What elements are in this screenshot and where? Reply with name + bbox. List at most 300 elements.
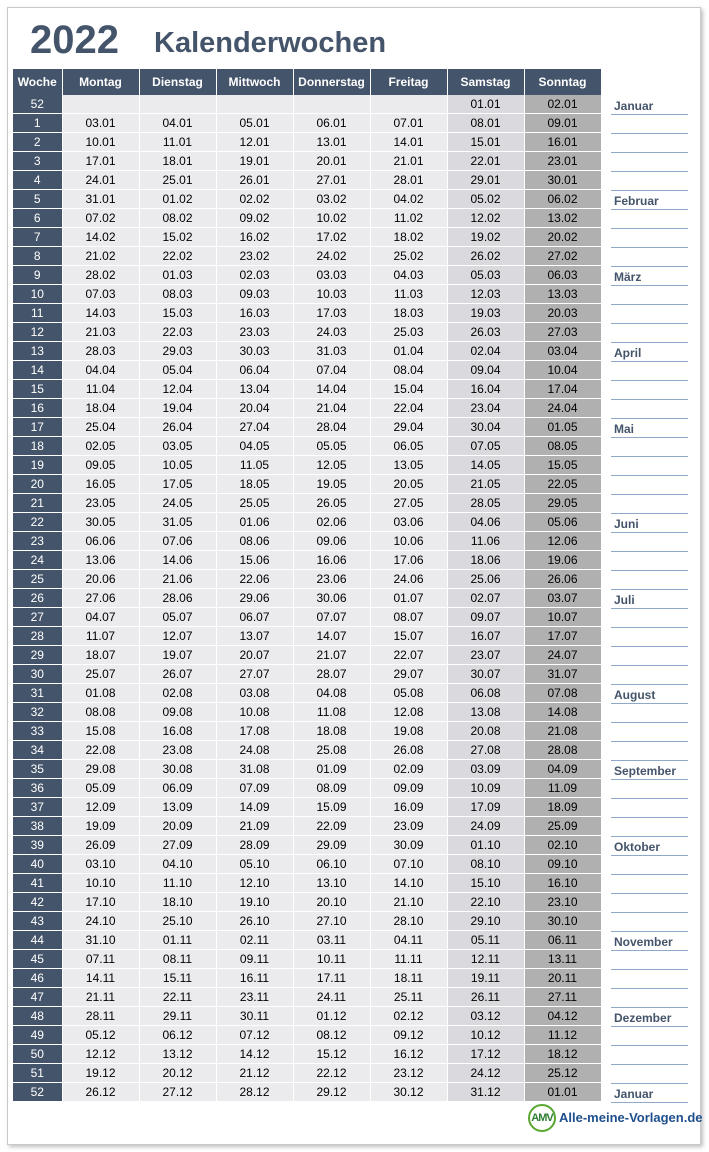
date-cell: 23.09 — [370, 817, 447, 836]
date-cell: 29.08 — [62, 760, 139, 779]
note-line — [611, 743, 688, 761]
date-cell: 29.01 — [447, 171, 524, 190]
date-cell: 15.09 — [293, 798, 370, 817]
date-cell: 30.01 — [524, 171, 601, 190]
date-cell: 08.12 — [293, 1026, 370, 1045]
date-cell: 19.02 — [447, 228, 524, 247]
date-cell: 17.11 — [293, 969, 370, 988]
date-cell: 15.08 — [62, 722, 139, 741]
date-cell: 15.03 — [139, 304, 216, 323]
date-cell: 06.01 — [293, 114, 370, 133]
date-cell: 26.12 — [62, 1083, 139, 1102]
month-label: Mai — [611, 420, 688, 438]
week-number-cell: 29 — [13, 646, 62, 665]
date-cell: 22.04 — [370, 399, 447, 418]
date-cell: 25.08 — [293, 741, 370, 760]
date-cell: 08.05 — [524, 437, 601, 456]
note-line — [611, 667, 688, 685]
date-cell: 25.04 — [62, 418, 139, 437]
week-number-cell: 25 — [13, 570, 62, 589]
table-row — [13, 323, 601, 342]
date-cell: 02.01 — [524, 95, 601, 114]
table-row — [13, 399, 601, 418]
date-cell: 07.04 — [293, 361, 370, 380]
date-cell: 10.05 — [139, 456, 216, 475]
date-cell: 18.04 — [62, 399, 139, 418]
month-label: April — [611, 344, 688, 362]
date-cell: 16.07 — [447, 627, 524, 646]
date-cell: 19.07 — [139, 646, 216, 665]
week-number-cell: 2 — [13, 133, 62, 152]
date-cell: 05.02 — [447, 190, 524, 209]
date-cell: 12.07 — [139, 627, 216, 646]
date-cell: 12.06 — [524, 532, 601, 551]
date-cell: 01.06 — [216, 513, 293, 532]
date-cell: 28.01 — [370, 171, 447, 190]
date-cell: 18.10 — [139, 893, 216, 912]
date-cell: 22.11 — [139, 988, 216, 1007]
date-cell: 15.06 — [216, 551, 293, 570]
date-cell: 26.06 — [524, 570, 601, 589]
week-number-cell: 15 — [13, 380, 62, 399]
date-cell — [216, 95, 293, 114]
date-cell: 20.08 — [447, 722, 524, 741]
logo-mark-icon: AMV — [528, 1104, 556, 1132]
date-cell: 30.03 — [216, 342, 293, 361]
date-cell: 06.02 — [524, 190, 601, 209]
date-cell: 11.03 — [370, 285, 447, 304]
date-cell: 25.10 — [139, 912, 216, 931]
week-number-cell: 49 — [13, 1026, 62, 1045]
date-cell: 24.11 — [293, 988, 370, 1007]
date-cell: 05.01 — [216, 114, 293, 133]
table-row — [13, 969, 601, 988]
date-cell: 18.09 — [524, 798, 601, 817]
date-cell: 19.04 — [139, 399, 216, 418]
note-line — [611, 800, 688, 818]
date-cell: 27.02 — [524, 247, 601, 266]
date-cell: 18.07 — [62, 646, 139, 665]
week-number-cell: 40 — [13, 855, 62, 874]
date-cell: 13.11 — [524, 950, 601, 969]
note-line — [611, 629, 688, 647]
date-cell: 13.04 — [216, 380, 293, 399]
date-cell: 11.09 — [524, 779, 601, 798]
week-number-cell: 52 — [13, 95, 62, 114]
week-number-cell: 22 — [13, 513, 62, 532]
date-cell: 30.11 — [216, 1007, 293, 1026]
date-cell: 18.12 — [524, 1045, 601, 1064]
date-cell — [370, 95, 447, 114]
date-cell: 17.01 — [62, 152, 139, 171]
date-cell: 23.07 — [447, 646, 524, 665]
note-line — [611, 439, 688, 457]
date-cell: 20.12 — [139, 1064, 216, 1083]
date-cell: 13.12 — [139, 1045, 216, 1064]
date-cell: 05.03 — [447, 266, 524, 285]
date-cell: 20.04 — [216, 399, 293, 418]
date-cell: 28.12 — [216, 1083, 293, 1102]
date-cell: 19.05 — [293, 475, 370, 494]
date-cell: 08.04 — [370, 361, 447, 380]
date-cell: 02.11 — [216, 931, 293, 950]
date-cell: 05.07 — [139, 608, 216, 627]
date-cell: 01.09 — [293, 760, 370, 779]
date-cell: 09.12 — [370, 1026, 447, 1045]
date-cell: 15.07 — [370, 627, 447, 646]
week-number-cell: 52 — [13, 1083, 62, 1102]
note-line — [611, 952, 688, 970]
table-row — [13, 855, 601, 874]
date-cell: 05.05 — [293, 437, 370, 456]
date-cell: 22.05 — [524, 475, 601, 494]
date-cell: 17.07 — [524, 627, 601, 646]
table-row — [13, 570, 601, 589]
date-cell: 04.10 — [139, 855, 216, 874]
table-row — [13, 931, 601, 950]
date-cell: 23.10 — [524, 893, 601, 912]
date-cell: 31.08 — [216, 760, 293, 779]
date-cell: 27.11 — [524, 988, 601, 1007]
date-cell: 28.08 — [524, 741, 601, 760]
date-cell: 08.08 — [62, 703, 139, 722]
week-number-cell: 21 — [13, 494, 62, 513]
date-cell: 16.10 — [524, 874, 601, 893]
table-row — [13, 114, 601, 133]
date-cell: 11.12 — [524, 1026, 601, 1045]
date-cell: 19.11 — [447, 969, 524, 988]
date-cell: 12.08 — [370, 703, 447, 722]
date-cell: 04.02 — [370, 190, 447, 209]
date-cell: 08.07 — [370, 608, 447, 627]
date-cell: 21.04 — [293, 399, 370, 418]
date-cell: 01.07 — [370, 589, 447, 608]
date-cell: 10.12 — [447, 1026, 524, 1045]
table-row — [13, 760, 601, 779]
date-cell: 03.08 — [216, 684, 293, 703]
date-cell: 05.12 — [62, 1026, 139, 1045]
note-line — [611, 1047, 688, 1065]
table-header-row — [13, 69, 601, 95]
date-cell: 03.01 — [62, 114, 139, 133]
month-label: Januar — [611, 1085, 688, 1103]
month-label: Juni — [611, 515, 688, 533]
date-cell: 26.01 — [216, 171, 293, 190]
table-row — [13, 817, 601, 836]
date-cell: 31.10 — [62, 931, 139, 950]
week-number-cell: 18 — [13, 437, 62, 456]
date-cell: 22.02 — [139, 247, 216, 266]
note-line — [611, 382, 688, 400]
date-cell: 14.09 — [216, 798, 293, 817]
date-cell: 05.10 — [216, 855, 293, 874]
date-cell: 04.08 — [293, 684, 370, 703]
date-cell: 13.10 — [293, 874, 370, 893]
date-cell: 26.03 — [447, 323, 524, 342]
note-line — [611, 610, 688, 628]
week-number-cell: 13 — [13, 342, 62, 361]
table-row — [13, 874, 601, 893]
month-label: Februar — [611, 192, 688, 210]
week-number-cell: 51 — [13, 1064, 62, 1083]
date-cell: 26.05 — [293, 494, 370, 513]
note-line — [611, 287, 688, 305]
date-cell: 11.07 — [62, 627, 139, 646]
column-header-day: Donnerstag — [293, 69, 370, 95]
table-row — [13, 665, 601, 684]
date-cell: 19.03 — [447, 304, 524, 323]
date-cell: 06.07 — [216, 608, 293, 627]
date-cell: 22.03 — [139, 323, 216, 342]
date-cell: 14.07 — [293, 627, 370, 646]
week-number-cell: 42 — [13, 893, 62, 912]
week-number-cell: 37 — [13, 798, 62, 817]
table-row — [13, 342, 601, 361]
note-line — [611, 135, 688, 153]
date-cell: 28.09 — [216, 836, 293, 855]
date-cell: 28.10 — [370, 912, 447, 931]
date-cell: 08.09 — [293, 779, 370, 798]
date-cell: 24.08 — [216, 741, 293, 760]
date-cell: 02.08 — [139, 684, 216, 703]
date-cell: 28.02 — [62, 266, 139, 285]
table-row — [13, 627, 601, 646]
date-cell: 02.09 — [370, 760, 447, 779]
date-cell: 07.02 — [62, 209, 139, 228]
table-row — [13, 209, 601, 228]
date-cell: 11.02 — [370, 209, 447, 228]
date-cell: 02.10 — [524, 836, 601, 855]
date-cell: 10.11 — [293, 950, 370, 969]
date-cell: 29.11 — [139, 1007, 216, 1026]
week-number-cell: 46 — [13, 969, 62, 988]
week-number-cell: 11 — [13, 304, 62, 323]
date-cell: 27.01 — [293, 171, 370, 190]
date-cell — [139, 95, 216, 114]
table-row — [13, 1045, 601, 1064]
date-cell: 03.09 — [447, 760, 524, 779]
date-cell: 16.08 — [139, 722, 216, 741]
table-row — [13, 1007, 601, 1026]
date-cell: 22.08 — [62, 741, 139, 760]
date-cell: 22.10 — [447, 893, 524, 912]
date-cell: 17.04 — [524, 380, 601, 399]
date-cell: 14.10 — [370, 874, 447, 893]
date-cell: 08.06 — [216, 532, 293, 551]
date-cell: 14.05 — [447, 456, 524, 475]
date-cell: 22.01 — [447, 152, 524, 171]
date-cell: 24.05 — [139, 494, 216, 513]
table-row — [13, 684, 601, 703]
month-label: März — [611, 268, 688, 286]
title-year: 2022 — [30, 18, 119, 62]
date-cell: 17.08 — [216, 722, 293, 741]
table-row — [13, 912, 601, 931]
table-row — [13, 266, 601, 285]
date-cell: 08.03 — [139, 285, 216, 304]
date-cell: 16.04 — [447, 380, 524, 399]
date-cell: 19.08 — [370, 722, 447, 741]
week-number-cell: 1 — [13, 114, 62, 133]
date-cell: 29.04 — [370, 418, 447, 437]
date-cell: 14.01 — [370, 133, 447, 152]
date-cell: 08.01 — [447, 114, 524, 133]
date-cell: 20.11 — [524, 969, 601, 988]
date-cell: 17.02 — [293, 228, 370, 247]
week-number-cell: 3 — [13, 152, 62, 171]
date-cell: 06.12 — [139, 1026, 216, 1045]
date-cell: 18.06 — [447, 551, 524, 570]
week-number-cell: 30 — [13, 665, 62, 684]
date-cell: 25.12 — [524, 1064, 601, 1083]
date-cell: 06.03 — [524, 266, 601, 285]
note-line — [611, 325, 688, 343]
note-line — [611, 401, 688, 419]
date-cell: 12.03 — [447, 285, 524, 304]
note-line — [611, 154, 688, 172]
week-number-cell: 43 — [13, 912, 62, 931]
date-cell: 15.01 — [447, 133, 524, 152]
week-number-cell: 44 — [13, 931, 62, 950]
date-cell: 11.10 — [139, 874, 216, 893]
date-cell: 23.11 — [216, 988, 293, 1007]
date-cell: 25.07 — [62, 665, 139, 684]
date-cell: 10.01 — [62, 133, 139, 152]
date-cell: 21.08 — [524, 722, 601, 741]
date-cell: 09.09 — [370, 779, 447, 798]
table-row — [13, 380, 601, 399]
date-cell: 10.06 — [370, 532, 447, 551]
date-cell: 25.06 — [447, 570, 524, 589]
note-line — [611, 116, 688, 134]
date-cell: 13.09 — [139, 798, 216, 817]
week-number-cell: 12 — [13, 323, 62, 342]
date-cell: 17.09 — [447, 798, 524, 817]
note-line — [611, 363, 688, 381]
date-cell: 03.04 — [524, 342, 601, 361]
date-cell: 30.04 — [447, 418, 524, 437]
date-cell: 31.03 — [293, 342, 370, 361]
date-cell: 02.02 — [216, 190, 293, 209]
date-cell: 17.12 — [447, 1045, 524, 1064]
week-number-cell: 36 — [13, 779, 62, 798]
date-cell: 19.09 — [62, 817, 139, 836]
date-cell: 16.11 — [216, 969, 293, 988]
date-cell: 20.05 — [370, 475, 447, 494]
week-number-cell: 8 — [13, 247, 62, 266]
date-cell: 15.02 — [139, 228, 216, 247]
date-cell: 24.04 — [524, 399, 601, 418]
date-cell: 18.05 — [216, 475, 293, 494]
note-line — [611, 173, 688, 191]
column-header-day: Sonntag — [524, 69, 601, 95]
date-cell: 21.12 — [216, 1064, 293, 1083]
month-label: Januar — [611, 97, 688, 115]
date-cell: 29.03 — [139, 342, 216, 361]
table-row — [13, 247, 601, 266]
date-cell: 15.10 — [447, 874, 524, 893]
column-header-day: Mittwoch — [216, 69, 293, 95]
date-cell: 24.02 — [293, 247, 370, 266]
date-cell: 09.04 — [447, 361, 524, 380]
date-cell: 07.10 — [370, 855, 447, 874]
date-cell: 31.12 — [447, 1083, 524, 1102]
date-cell: 09.03 — [216, 285, 293, 304]
note-line — [611, 971, 688, 989]
date-cell: 01.05 — [524, 418, 601, 437]
date-cell: 07.06 — [139, 532, 216, 551]
date-cell: 09.06 — [293, 532, 370, 551]
date-cell: 05.06 — [524, 513, 601, 532]
date-cell: 19.01 — [216, 152, 293, 171]
week-number-cell: 35 — [13, 760, 62, 779]
date-cell: 06.10 — [293, 855, 370, 874]
note-line — [611, 914, 688, 932]
week-number-cell: 28 — [13, 627, 62, 646]
date-cell: 24.01 — [62, 171, 139, 190]
table-row — [13, 171, 601, 190]
date-cell: 27.05 — [370, 494, 447, 513]
title-text: Kalenderwochen — [154, 27, 387, 59]
date-cell: 12.01 — [216, 133, 293, 152]
date-cell: 13.05 — [370, 456, 447, 475]
date-cell: 21.09 — [216, 817, 293, 836]
column-header-day: Freitag — [370, 69, 447, 95]
date-cell: 02.06 — [293, 513, 370, 532]
date-cell: 21.02 — [62, 247, 139, 266]
date-cell: 05.04 — [139, 361, 216, 380]
date-cell: 23.05 — [62, 494, 139, 513]
date-cell: 27.08 — [447, 741, 524, 760]
week-number-cell: 10 — [13, 285, 62, 304]
date-cell: 13.03 — [524, 285, 601, 304]
date-cell: 25.02 — [370, 247, 447, 266]
week-number-cell: 33 — [13, 722, 62, 741]
date-cell: 21.01 — [370, 152, 447, 171]
date-cell: 07.05 — [447, 437, 524, 456]
date-cell: 02.05 — [62, 437, 139, 456]
week-number-cell: 14 — [13, 361, 62, 380]
table-row — [13, 285, 601, 304]
date-cell: 24.06 — [370, 570, 447, 589]
date-cell: 23.03 — [216, 323, 293, 342]
date-cell: 28.11 — [62, 1007, 139, 1026]
week-number-cell: 20 — [13, 475, 62, 494]
date-cell: 31.01 — [62, 190, 139, 209]
note-line — [611, 230, 688, 248]
date-cell: 06.08 — [447, 684, 524, 703]
date-cell: 16.05 — [62, 475, 139, 494]
column-header-week: Woche — [13, 69, 62, 95]
table-row — [13, 608, 601, 627]
note-line — [611, 534, 688, 552]
note-line — [611, 211, 688, 229]
date-cell: 29.06 — [216, 589, 293, 608]
week-number-cell: 34 — [13, 741, 62, 760]
date-cell: 30.05 — [62, 513, 139, 532]
date-cell: 18.08 — [293, 722, 370, 741]
table-row — [13, 437, 601, 456]
date-cell: 28.06 — [139, 589, 216, 608]
date-cell: 29.05 — [524, 494, 601, 513]
date-cell: 12.04 — [139, 380, 216, 399]
date-cell: 18.02 — [370, 228, 447, 247]
table-row — [13, 551, 601, 570]
table-row — [13, 988, 601, 1007]
note-line — [611, 819, 688, 837]
date-cell: 01.02 — [139, 190, 216, 209]
date-cell: 24.09 — [447, 817, 524, 836]
